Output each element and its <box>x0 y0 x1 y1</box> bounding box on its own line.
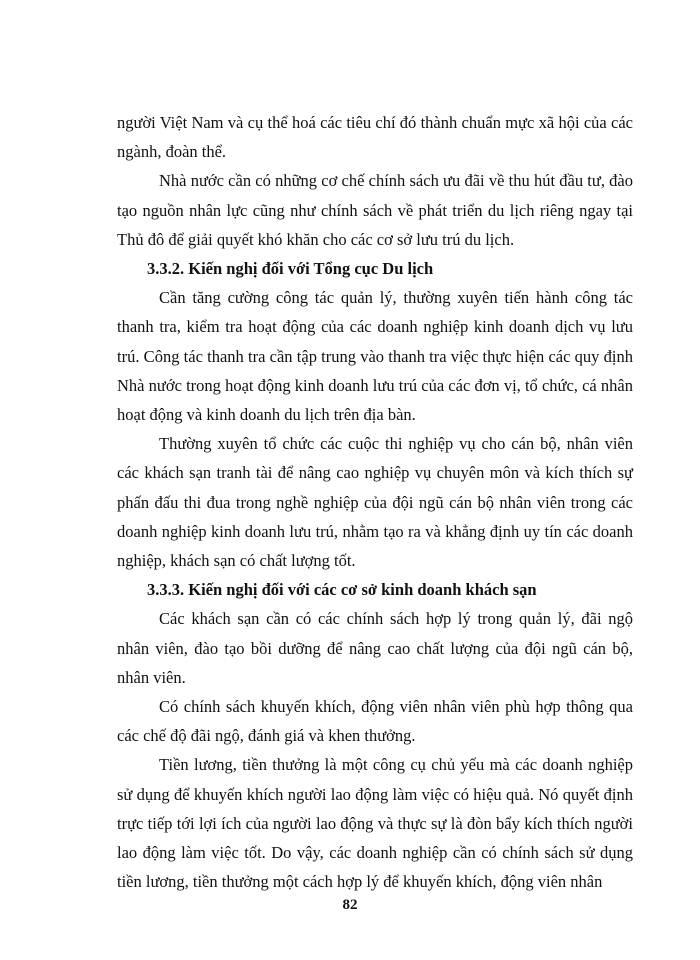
body-text <box>117 108 633 896</box>
page-number: 82 <box>342 897 358 913</box>
section-heading-3-3-2: 3.3.2. Kiến nghị đối với Tổng cục Du lịch <box>147 259 434 279</box>
paragraph-continuation: người Việt Nam và cụ thể hoá các tiêu chí đó thành chuẩn mực xã hội của các ngành, đoàn thể. <box>117 113 633 162</box>
paragraph-state-policy: Nhà nước cần có những cơ chế chính sách ưu đãi về thu hút đầu tư, đào tạo nguồn nhân lực cũng như chính sách về phát triển du lịch riêng ngay tại Thủ đô để giải quyết khó khăn cho các cơ sở lưu trú du lịch. <box>117 171 633 249</box>
paragraph-hotel-policies: Các khách sạn cần có các chính sách hợp lý trong quản lý, đãi ngộ nhân viên, đào tạo bồi dưỡng để nâng cao chất lượng của đội ngũ cán bộ, nhân viên. <box>117 609 633 687</box>
paragraph-inspection: Cần tăng cường công tác quản lý, thường xuyên tiến hành công tác thanh tra, kiểm tra hoạt động của các doanh nghiệp kinh doanh dịch vụ lưu trú. Công tác thanh tra cần tập trung vào thanh tra việc thực hiện các quy định Nhà nước trong hoạt động kinh doanh lưu trú của các đơn vị, tổ chức, cá nhân hoạt động và kinh doanh du lịch trên địa bàn. <box>117 288 633 425</box>
paragraph-competitions: Thường xuyên tổ chức các cuộc thi nghiệp vụ cho cán bộ, nhân viên các khách sạn tranh tài để nâng cao nghiệp vụ chuyên môn và kích thích sự phấn đấu thi đua trong nghề nghiệp của đội ngũ cán bộ nhân viên trong các doanh nghiệp kinh doanh lưu trú, nhằm tạo ra và khẳng định uy tín các doanh nghiệp, khách sạn có chất lượng tốt. <box>117 434 633 571</box>
paragraph-salary: Tiền lương, tiền thưởng là một công cụ chủ yếu mà các doanh nghiệp sử dụng để khuyến khích người lao động làm việc có hiệu quả. Nó quyết định trực tiếp tới lợi ích của người lao động và thực sự là đòn bẩy kích thích người lao động làm việc tốt. Do vậy, các doanh nghiệp cần có chính sách sử dụng tiền lương, tiền thưởng một cách hợp lý để khuyến khích, động viên nhân <box>117 755 633 892</box>
paragraph-incentives: Có chính sách khuyến khích, động viên nhân viên phù hợp thông qua các chế độ đãi ngộ, đánh giá và khen thưởng. <box>117 697 633 746</box>
section-heading-3-3-3: 3.3.3. Kiến nghị đối với các cơ sở kinh doanh khách sạn <box>147 580 537 600</box>
